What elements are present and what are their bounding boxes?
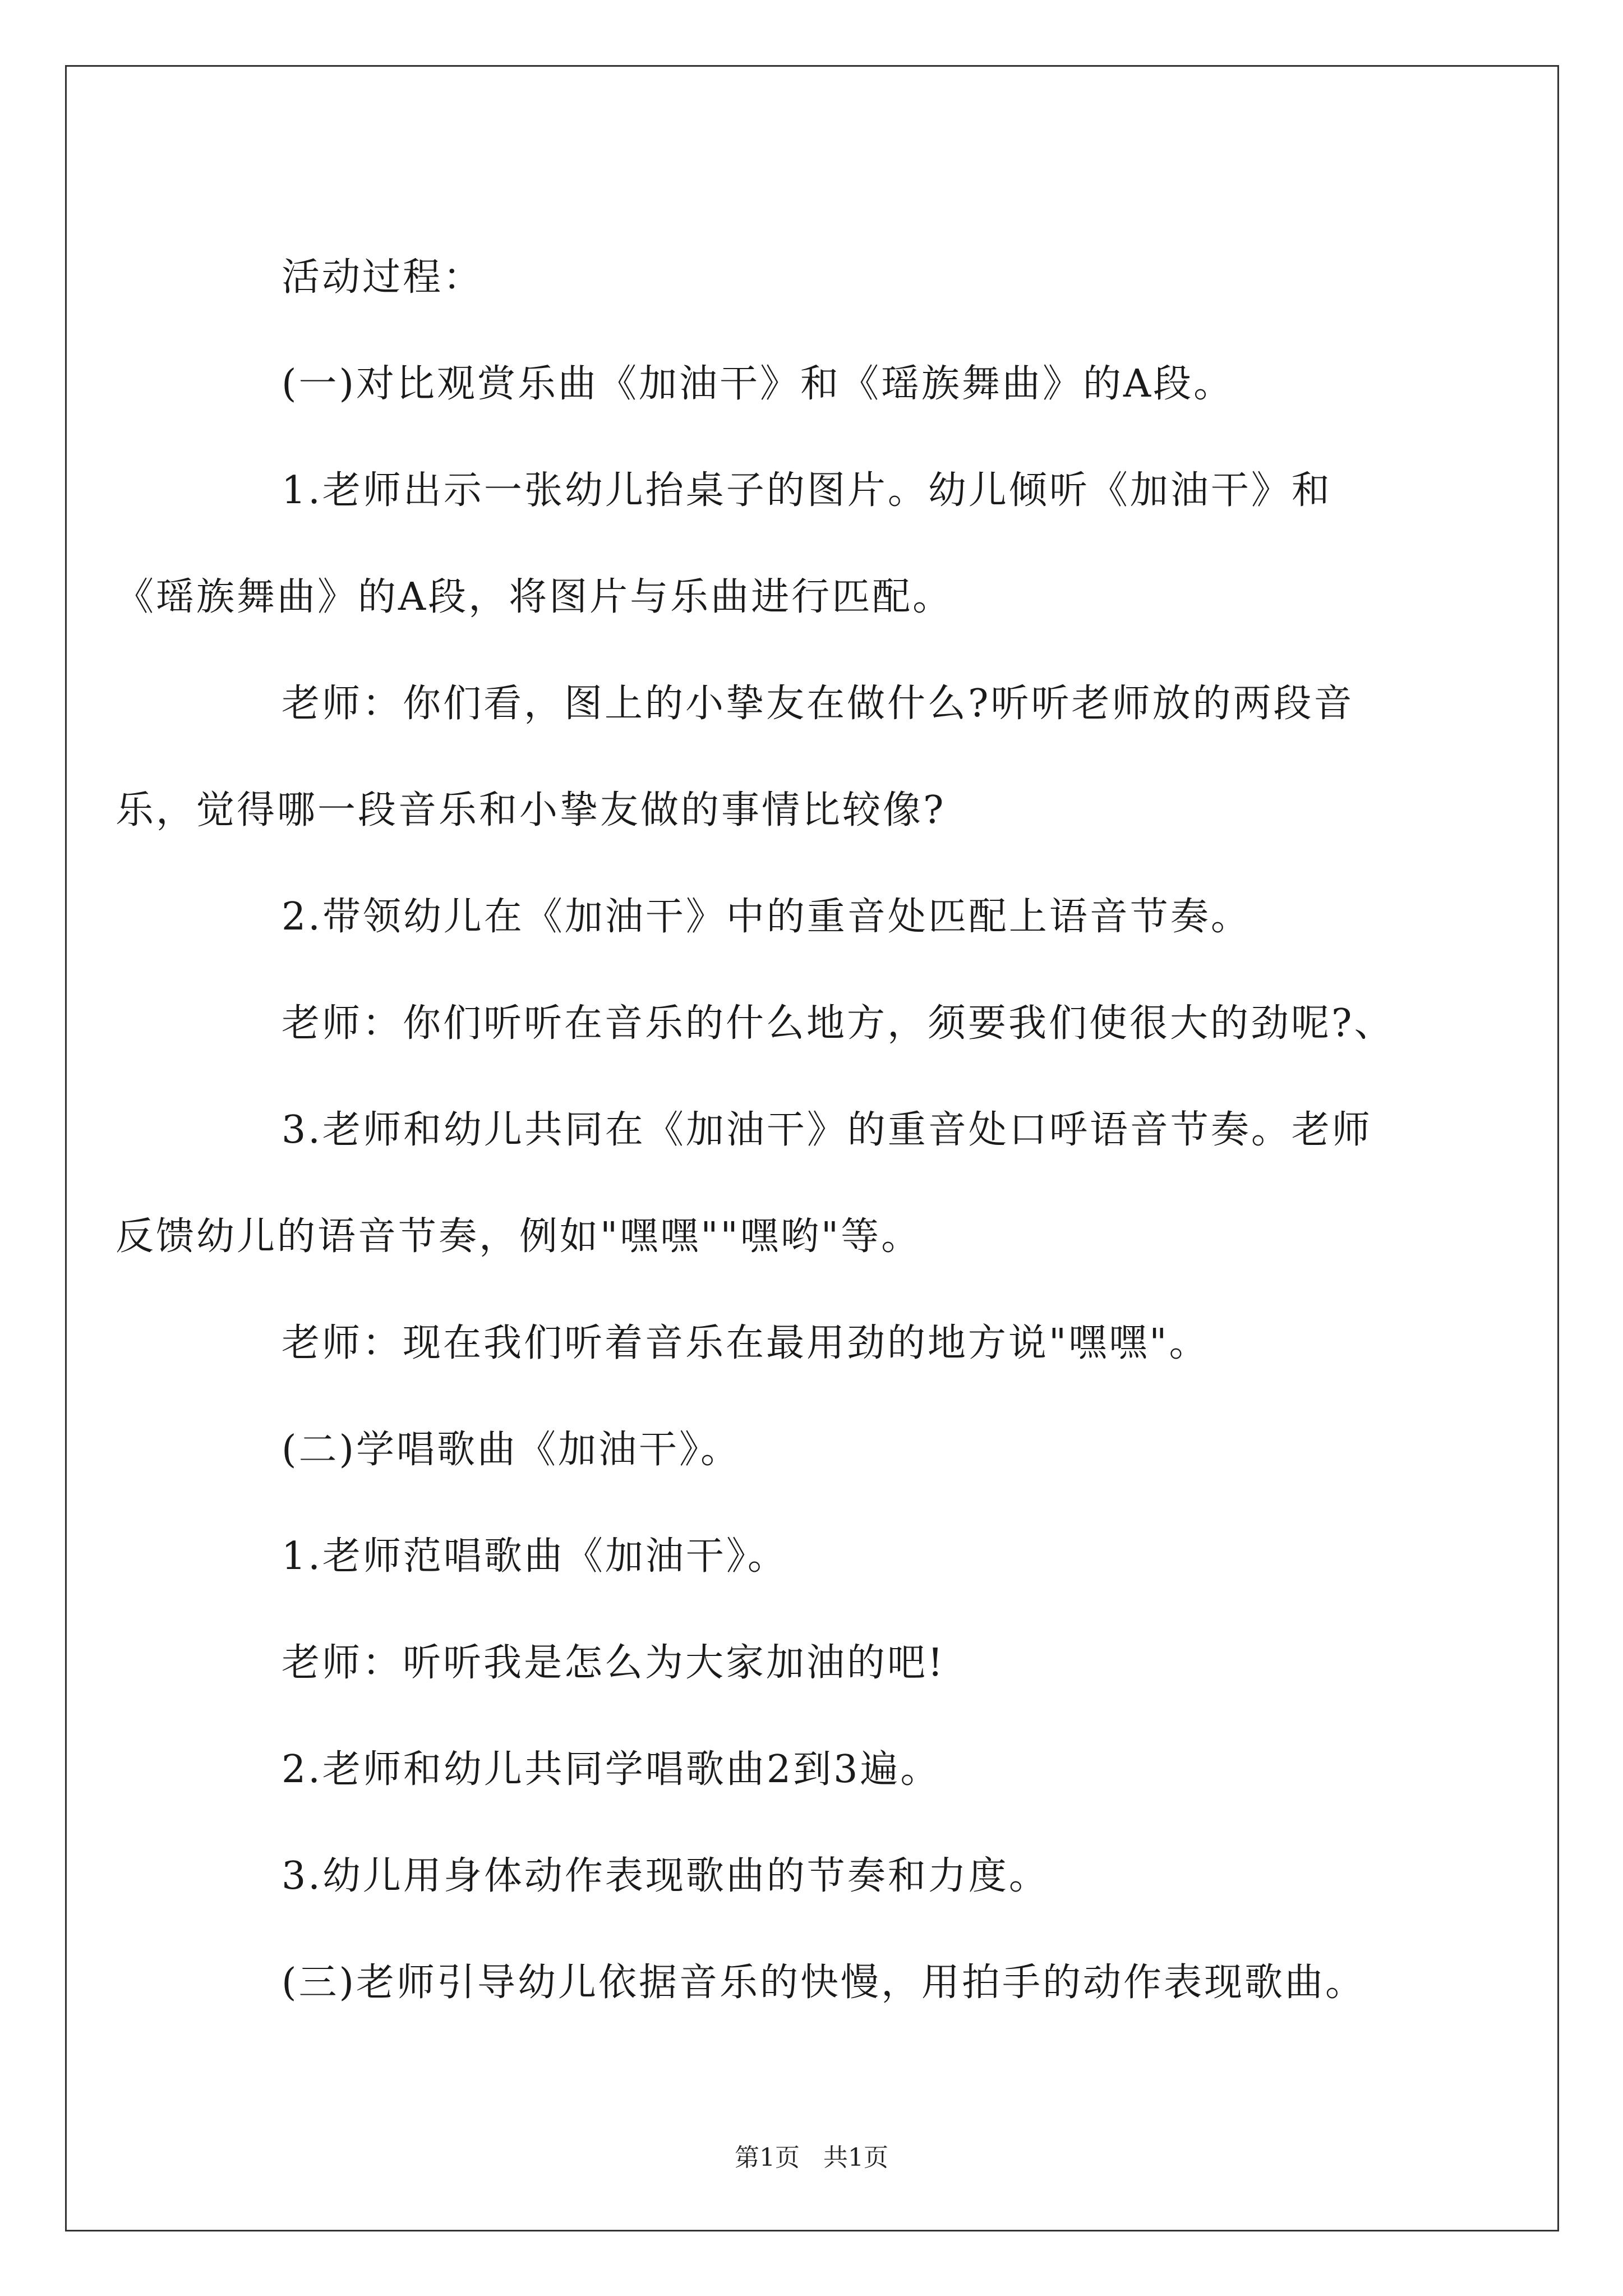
paragraph-section-three: (三)老师引导幼儿依据音乐的快慢，用拍手的动作表现歌曲。 bbox=[282, 1961, 1366, 2005]
paragraph-step-2-rhythm: 2.带领幼儿在《加油干》中的重音处匹配上语音节奏。 bbox=[282, 895, 1251, 939]
paragraph-teacher-question-2: 老师：你们听听在音乐的什么地方，须要我们使很大的劲呢?、 bbox=[282, 1001, 1395, 1046]
paragraph-step-3-body-movement: 3.幼儿用身体动作表现歌曲的节奏和力度。 bbox=[282, 1854, 1049, 1898]
paragraph-section-one: (一)对比观赏乐曲《加油干》和《瑶族舞曲》的A段。 bbox=[282, 362, 1234, 406]
paragraph-step-1-picture: 1.老师出示一张幼儿抬桌子的图片。幼儿倾听《加油干》和《瑶族舞曲》的A段，将图片与乐曲进行匹配。 bbox=[116, 468, 1332, 619]
paragraph-teacher-cheer: 老师：听听我是怎么为大家加油的吧! bbox=[282, 1641, 946, 1685]
paragraph-step-2-learn-sing: 2.老师和幼儿共同学唱歌曲2到3遍。 bbox=[282, 1747, 941, 1792]
paragraph-teacher-instruction-heihei: 老师：现在我们听着音乐在最用劲的地方说"嘿嘿"。 bbox=[282, 1321, 1210, 1365]
paragraph-section-two: (二)学唱歌曲《加油干》。 bbox=[282, 1428, 741, 1472]
document-body bbox=[116, 224, 1432, 2036]
paragraph-activity-process: 活动过程： bbox=[282, 255, 484, 300]
paragraph-teacher-question-1: 老师：你们看，图上的小挚友在做什么?听听老师放的两段音乐，觉得哪一段音乐和小挚友做的事情比较像? bbox=[116, 682, 1354, 832]
paragraph-step-3-chant: 3.老师和幼儿共同在《加油干》的重音处口呼语音节奏。老师反馈幼儿的语音节奏，例如"嘿嘿""嘿哟"等。 bbox=[116, 1108, 1372, 1259]
paragraph-step-1-model-sing: 1.老师范唱歌曲《加油干》。 bbox=[282, 1534, 788, 1579]
page-number-footer: 第1页 共1页 bbox=[735, 2143, 888, 2172]
